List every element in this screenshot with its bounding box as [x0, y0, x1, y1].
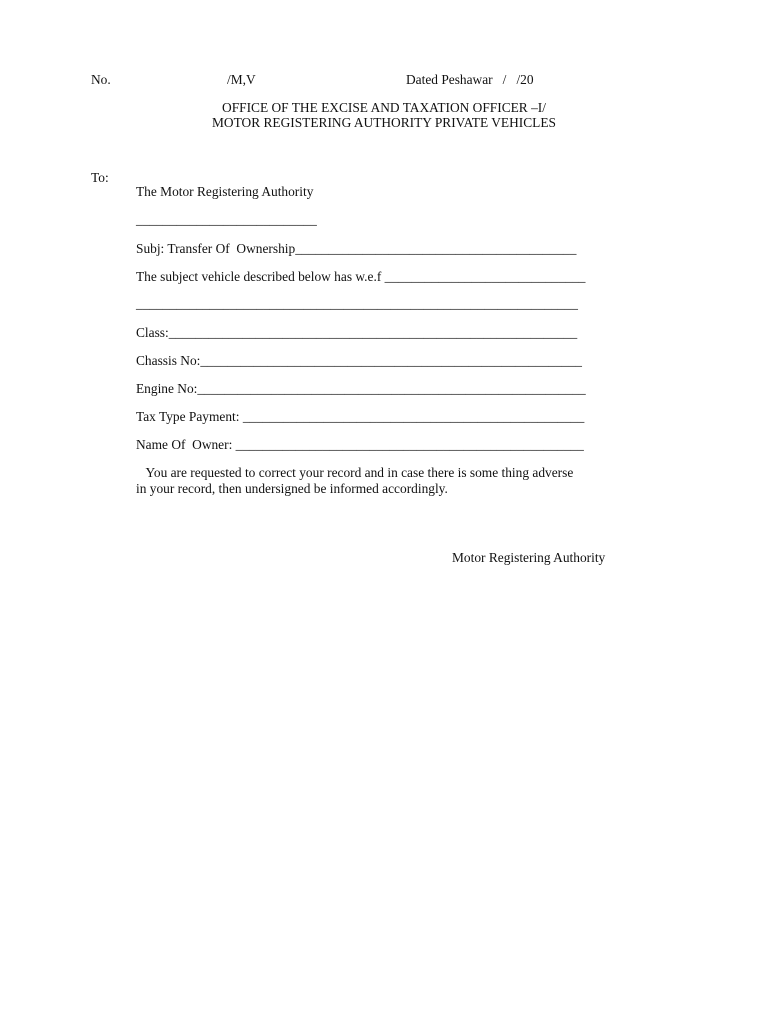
owner-name-field: Name Of Owner: ____________________________________________________	[136, 437, 584, 452]
request-paragraph	[136, 465, 636, 496]
tax-type-field: Tax Type Payment: ___________________________________________________	[136, 409, 585, 424]
office-title-line1: OFFICE OF THE EXCISE AND TAXATION OFFICER –I/	[222, 100, 546, 115]
mv-label: /M,V	[227, 72, 256, 87]
blank-line: __________________________________________________________________	[136, 296, 578, 311]
signature-authority: Motor Registering Authority	[452, 550, 606, 565]
engine-field: Engine No:__________________________________________________________	[136, 381, 586, 396]
reference-number-label: No.	[91, 72, 111, 87]
office-title-line2: MOTOR REGISTERING AUTHORITY PRIVATE VEHICLES	[212, 115, 556, 130]
request-line-2: in your record, then undersigned be informed accordingly.	[136, 480, 448, 496]
address-blank: ___________________________	[136, 212, 317, 227]
class-field: Class:_____________________________________________________________	[136, 325, 578, 340]
subject-line: Subj: Transfer Of Ownership__________________________________________	[136, 241, 577, 256]
chassis-field: Chassis No:_________________________________________________________	[136, 353, 582, 368]
vehicle-wef-line: The subject vehicle described below has w.e.f ______________________________	[136, 269, 586, 284]
dated-label: Dated Peshawar / /20	[406, 72, 534, 87]
recipient-name: The Motor Registering Authority	[136, 184, 314, 199]
request-line-1: You are requested to correct your record and in case there is some thing adverse	[136, 465, 574, 480]
to-label: To:	[91, 170, 109, 185]
